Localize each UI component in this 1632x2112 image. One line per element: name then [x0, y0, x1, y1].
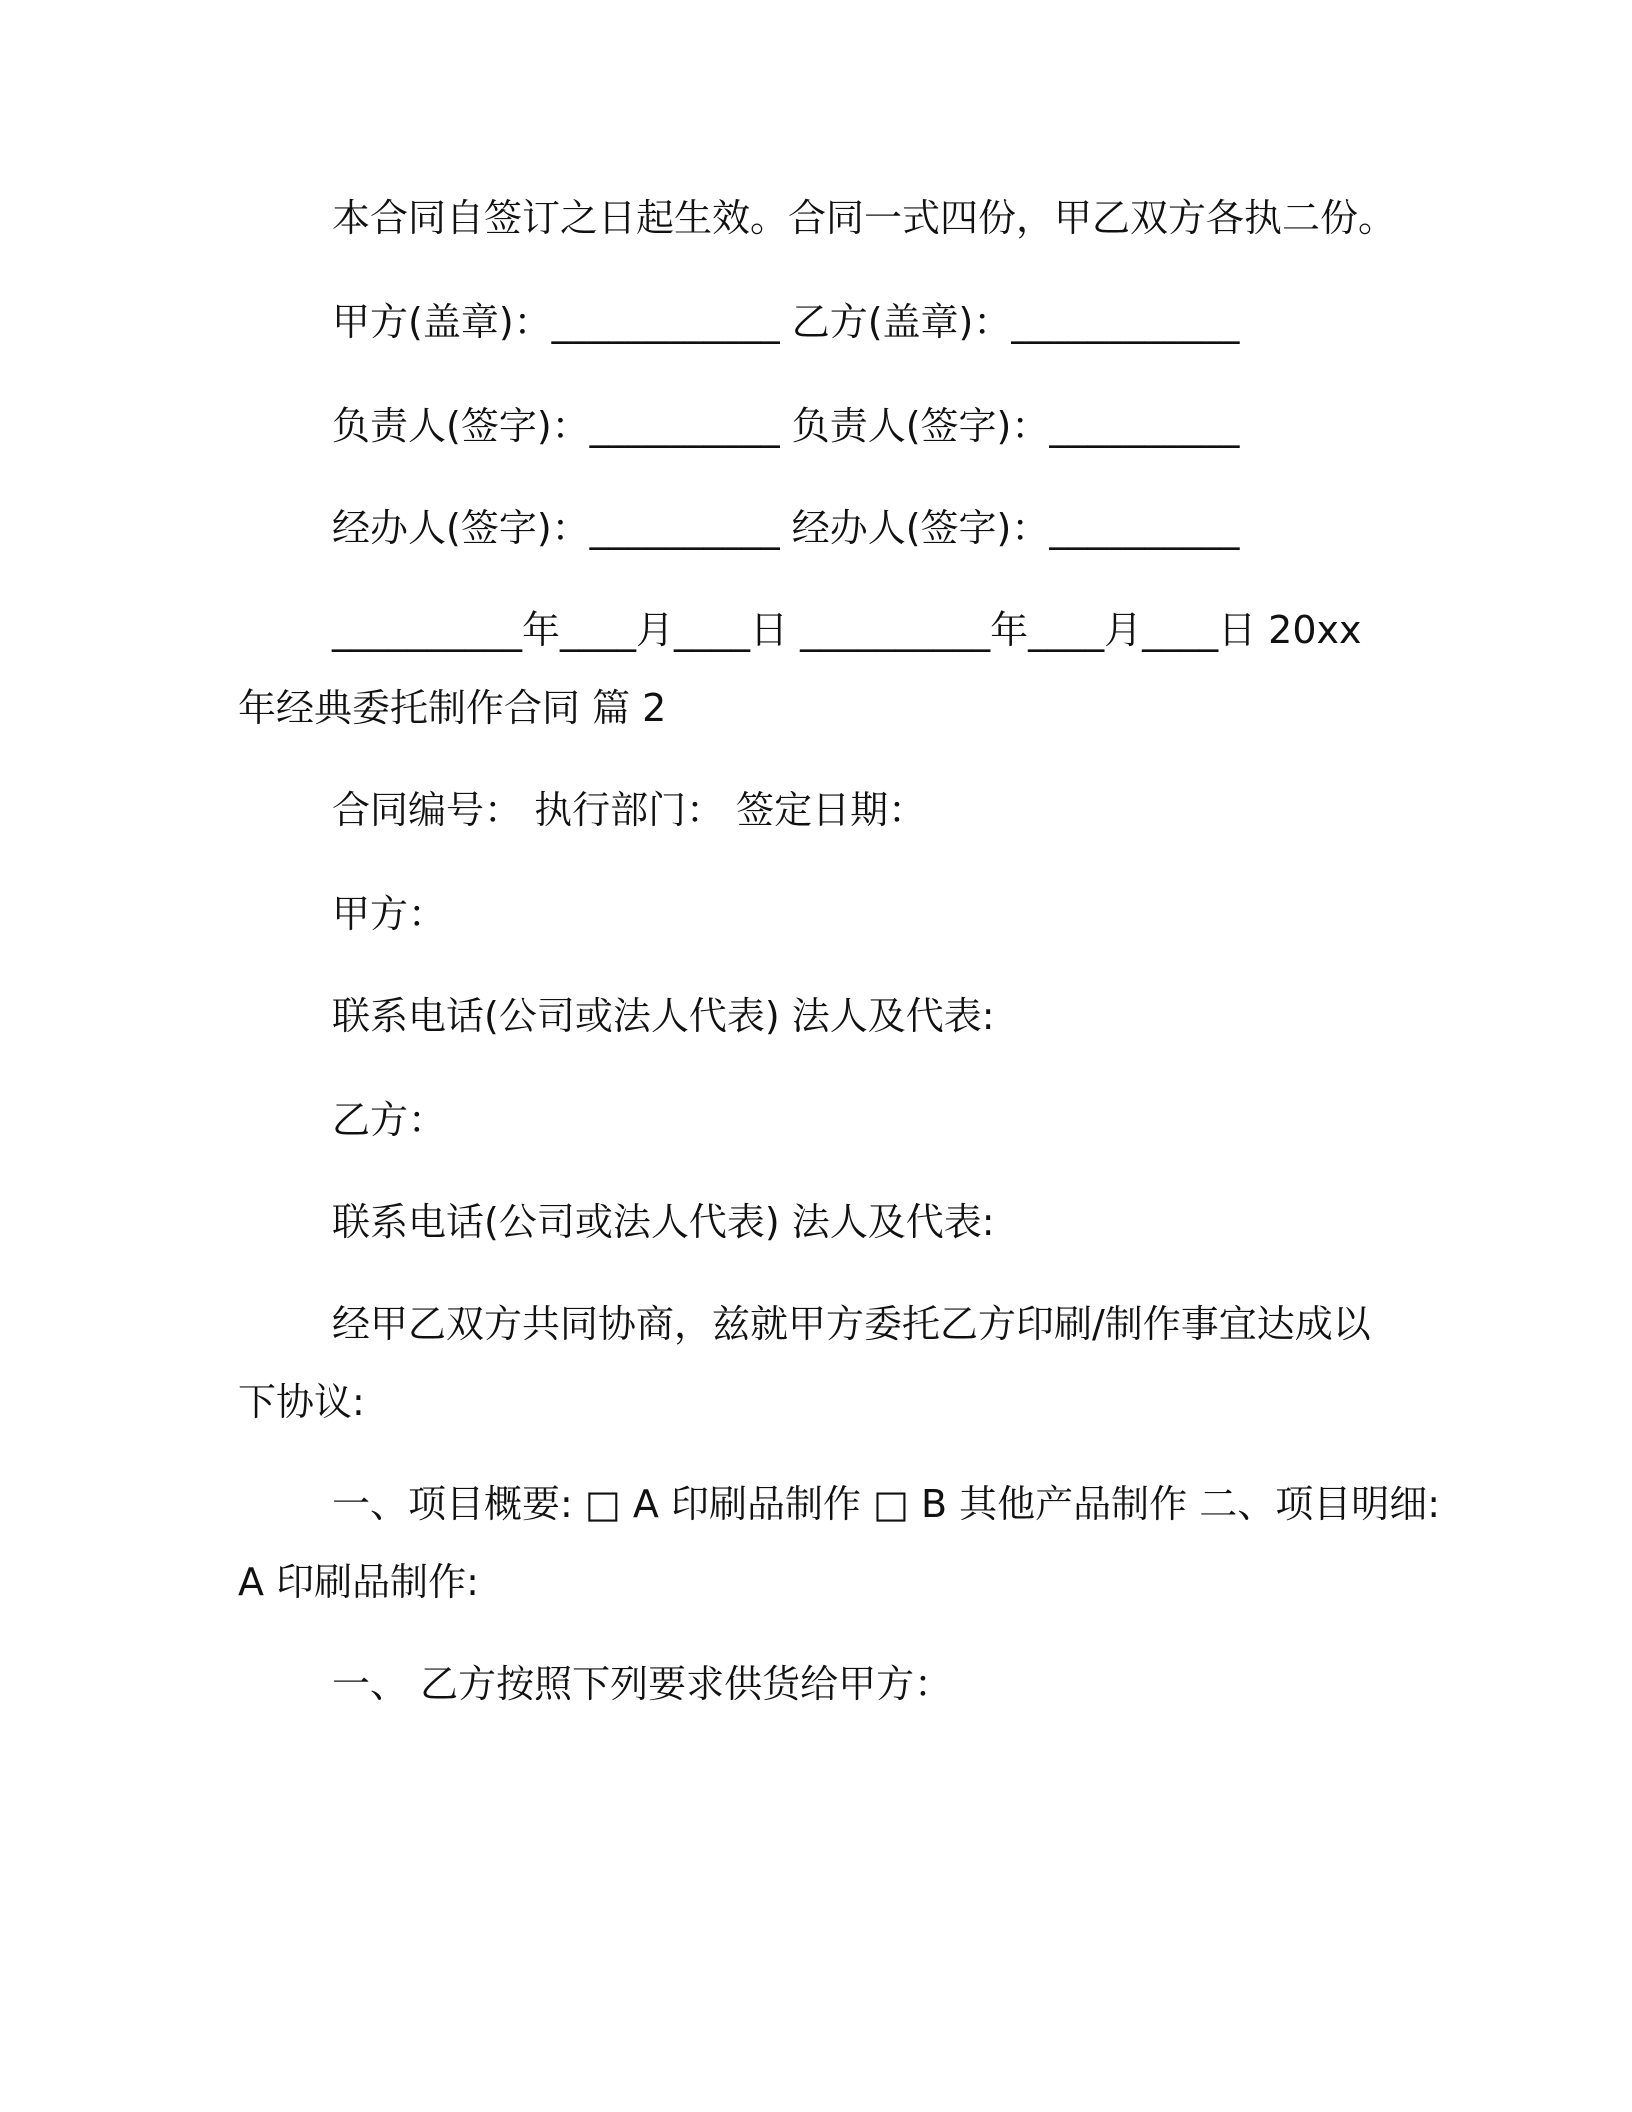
section-title-text: 年经典委托制作合同 篇 2	[238, 686, 667, 730]
party-seal-text: 甲方(盖章)：____________ 乙方(盖章)：____________	[332, 300, 1240, 344]
party-a-label	[332, 888, 446, 940]
supply-requirement-line	[332, 1658, 952, 1710]
agreement-intro-continued-text: 下协议:	[238, 1380, 365, 1424]
party-b-label	[332, 1094, 446, 1146]
handler-signature-text: 经办人(签字)：__________ 经办人(签字)：__________	[332, 506, 1240, 550]
party-b-text: 乙方：	[332, 1098, 447, 1142]
agreement-intro-text: 经甲乙双方共同协商，兹就甲方委托乙方印刷/制作事宜达成以	[332, 1302, 1371, 1346]
party-a-contact	[332, 990, 995, 1042]
party-b-contact-text: 联系电话(公司或法人代表) 法人及代表:	[332, 1200, 995, 1244]
agreement-intro-continued	[238, 1376, 365, 1428]
contract-meta-text: 合同编号： 执行部门： 签定日期：	[332, 788, 927, 832]
effective-clause-text: 本合同自签订之日起生效。合同一式四份，甲乙双方各执二份。	[332, 196, 1397, 240]
supply-requirement-text: 一、 乙方按照下列要求供货给甲方：	[332, 1662, 953, 1706]
principal-signature-line	[332, 400, 1239, 452]
party-a-text: 甲方：	[332, 892, 447, 936]
party-b-contact	[332, 1196, 995, 1248]
effective-clause	[332, 192, 1396, 244]
date-line	[332, 604, 1362, 656]
print-production-text: A 印刷品制作:	[238, 1560, 479, 1604]
party-a-contact-text: 联系电话(公司或法人代表) 法人及代表:	[332, 994, 995, 1038]
principal-signature-text: 负责人(签字)：__________ 负责人(签字)：__________	[332, 404, 1240, 448]
agreement-intro	[332, 1298, 1371, 1350]
party-seal-line	[332, 296, 1239, 348]
contract-meta-line	[332, 784, 926, 836]
date-text: __________年____月____日 __________年____月____日 20xx	[332, 608, 1362, 652]
print-production-label	[238, 1556, 479, 1608]
project-summary-line	[332, 1478, 1440, 1530]
section-title	[238, 682, 666, 734]
project-summary-text: 一、项目概要: □ A 印刷品制作 □ B 其他产品制作 二、项目明细:	[332, 1482, 1441, 1526]
handler-signature-line	[332, 502, 1239, 554]
